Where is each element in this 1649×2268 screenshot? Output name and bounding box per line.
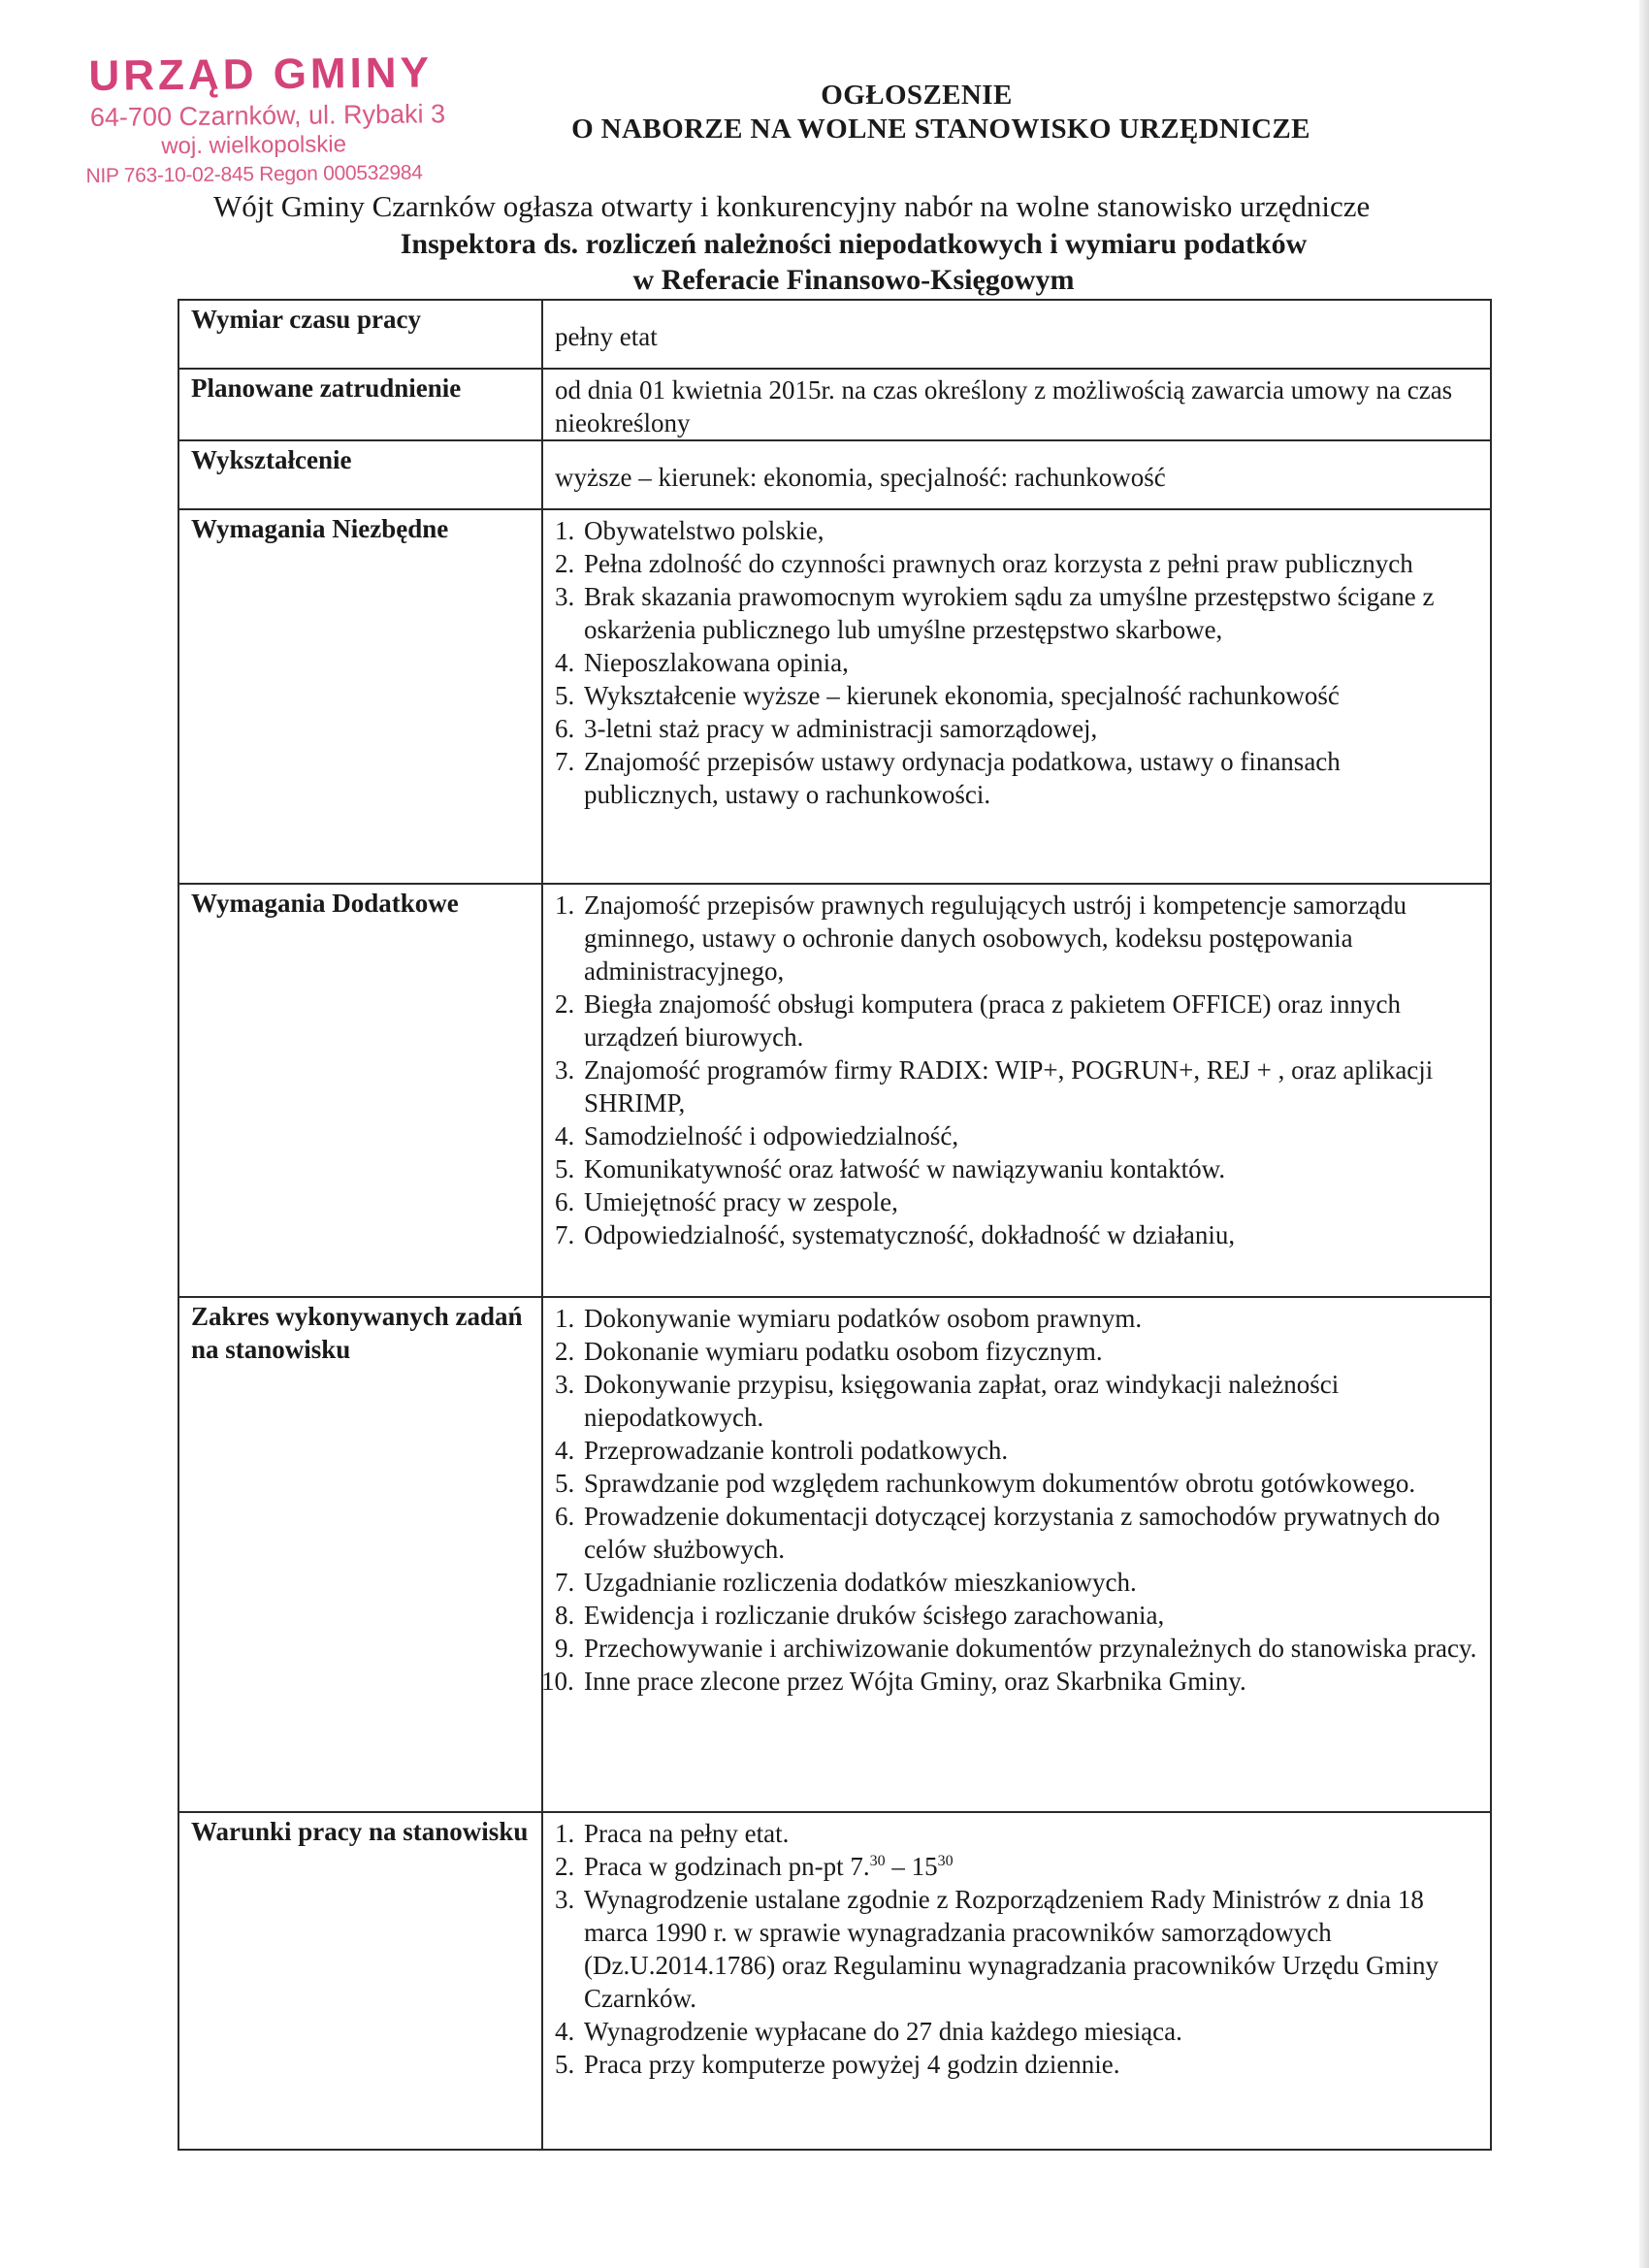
intro-text: Wójt Gminy Czarnków ogłasza otwarty i konkurencyjny nabór na wolne stanowisko urzędnicze (213, 189, 1371, 223)
list-item-number: 6. (555, 714, 575, 743)
page-subtitle: O NABORZE NA WOLNE STANOWISKO URZĘDNICZE (571, 113, 1310, 145)
list-item (555, 1632, 1480, 1665)
hours-end-minutes: 30 (937, 1853, 954, 1869)
list-item-text: Prowadzenie dokumentacji dotyczącej korzystania z samochodów prywatnych do celów służbowych. (584, 1502, 1440, 1564)
hours-end: – 15 (885, 1852, 938, 1881)
row-label-wymiar: Wymiar czasu pracy (178, 300, 542, 369)
list-item (555, 745, 1480, 811)
list-item-text: Nieposzlakowana opinia, (584, 648, 849, 677)
list-item-text: Pełna zdolność do czynności prawnych oraz korzysta z pełni praw publicznych (584, 549, 1413, 578)
list-item-number: 5. (555, 681, 575, 710)
zakres-list (541, 1302, 1480, 1698)
table-row (178, 1297, 1491, 1812)
list-item-number: 1. (555, 1819, 575, 1848)
list-item-number: 7. (555, 1568, 575, 1597)
list-item-number: 2. (555, 989, 575, 1019)
list-item-text: Wynagrodzenie wypłacane do 27 dnia każdego miesiąca. (584, 2017, 1182, 2046)
list-item-text: Odpowiedzialność, systematyczność, dokładność w działaniu, (584, 1220, 1236, 1249)
list-item-text: Ewidencja i rozliczanie druków ścisłego zarachowania, (584, 1601, 1165, 1630)
position-title: Inspektora ds. rozliczeń należności niepodatkowych i wymiaru podatków (400, 228, 1308, 260)
list-item (555, 646, 1480, 679)
stamp-region: woj. wielkopolskie (161, 131, 347, 160)
department-title: w Referacie Finansowo-Księgowym (632, 264, 1075, 296)
row-value-zatrudnienie: od dnia 01 kwietnia 2015r. na czas określony z możliwością zawarcia umowy na czas nieokreślony (542, 369, 1491, 440)
list-item-number: 5. (555, 1469, 575, 1498)
table-row (178, 1812, 1491, 2150)
list-item (555, 1467, 1480, 1500)
list-item-text: Samodzielność i odpowiedzialność, (584, 1121, 959, 1150)
hours-start-minutes: 30 (869, 1853, 886, 1869)
list-item (555, 1119, 1480, 1152)
list-item (555, 679, 1480, 712)
list-item-text: Uzgadnianie rozliczenia dodatków mieszkaniowych. (584, 1568, 1137, 1597)
row-label-warunki: Warunki pracy na stanowisku (178, 1812, 542, 2150)
stamp-ids: NIP 763-10-02-845 Regon 000532984 (85, 161, 423, 188)
list-item-number: 4. (555, 1121, 575, 1150)
list-item-text: Inne prace zlecone przez Wójta Gminy, oraz Skarbnika Gminy. (584, 1667, 1246, 1696)
list-item-number: 4. (555, 1436, 575, 1465)
list-item-number: 3. (555, 1055, 575, 1085)
list-item-text: 3-letni staż pracy w administracji samorządowej, (584, 714, 1098, 743)
dodatkowe-list (555, 889, 1480, 1251)
niezbedne-list (555, 514, 1480, 811)
row-value-warunki (542, 1812, 1491, 2150)
list-item-number: 3. (555, 582, 575, 611)
stamp-address: 64-700 Czarnków, ul. Rybaki 3 (89, 99, 446, 133)
list-item (555, 1302, 1480, 1335)
list-item (555, 514, 1480, 547)
list-item-number: 2. (555, 1337, 575, 1366)
list-item-text: Przeprowadzanie kontroli podatkowych. (584, 1436, 1009, 1465)
list-item-number: 1. (555, 891, 575, 920)
list-item-text: Znajomość przepisów ustawy ordynacja podatkowa, ustawy o finansach publicznych, ustawy o rachunkowości. (584, 747, 1341, 809)
list-item (555, 1434, 1480, 1467)
list-item-text: Sprawdzanie pod względem rachunkowym dokumentów obrotu gotówkowego. (584, 1469, 1416, 1498)
list-item (555, 1599, 1480, 1632)
list-item-number: 5. (555, 1154, 575, 1183)
row-value-dodatkowe (542, 884, 1491, 1297)
list-item-number: 9. (555, 1634, 575, 1663)
list-item (555, 580, 1480, 646)
list-item-text: Dokonanie wymiaru podatku osobom fizycznym. (584, 1337, 1103, 1366)
list-item-number: 1. (555, 516, 575, 545)
list-item-number: 6. (555, 1502, 575, 1531)
list-item (555, 712, 1480, 745)
warunki-list (555, 1817, 1480, 2081)
row-value-wymiar: pełny etat (542, 300, 1491, 369)
list-item (555, 1850, 1480, 1883)
table-row (178, 300, 1491, 369)
row-value-niezbedne (542, 509, 1491, 884)
list-item-number: 4. (555, 648, 575, 677)
list-item-number: 10. (541, 1667, 574, 1696)
list-item-number: 4. (555, 2017, 575, 2046)
list-item-text: Praca przy komputerze powyżej 4 godzin dziennie. (584, 2050, 1120, 2079)
list-item-text: Dokonywanie wymiaru podatków osobom prawnym. (584, 1304, 1143, 1333)
list-item-text: Umiejętność pracy w zespole, (584, 1187, 898, 1216)
list-item (555, 1368, 1480, 1434)
list-item-text: Brak skazania prawomocnym wyrokiem sądu za umyślne przestępstwo ścigane z oskarżenia publicznego lub umyślne przestępstwo skarbowe, (584, 582, 1435, 644)
list-item (555, 2015, 1480, 2048)
list-item (555, 1335, 1480, 1368)
list-item-text: Wynagrodzenie ustalane zgodnie z Rozporządzeniem Rady Ministrów z dnia 18 marca 1990 r. w sprawie wynagradzania pracowników samorządowych (Dz.U.2014.1786) oraz Regulaminu wynagradzania pracowników Urzędu Gminy Czarnków. (584, 1885, 1439, 2013)
list-item-number: 3. (555, 1885, 575, 1914)
list-item (555, 1185, 1480, 1218)
table-row (178, 509, 1491, 884)
row-value-wyksztalcenie: wyższe – kierunek: ekonomia, specjalność: rachunkowość (542, 440, 1491, 509)
table-row (178, 369, 1491, 440)
table-row (178, 440, 1491, 509)
list-item-text: Praca na pełny etat. (584, 1819, 790, 1848)
list-item-text: Znajomość programów firmy RADIX: WIP+, POGRUN+, REJ + , oraz aplikacji SHRIMP, (584, 1055, 1434, 1118)
row-label-dodatkowe: Wymagania Dodatkowe (178, 884, 542, 1297)
list-item (541, 1665, 1480, 1698)
list-item (555, 889, 1480, 988)
list-item-text: Znajomość przepisów prawnych regulujących ustrój i kompetencje samorządu gminnego, ustawy o ochronie danych osobowych, kodeksu postępowania administracyjnego, (584, 891, 1406, 986)
list-item-text: Przechowywanie i archiwizowanie dokumentów przynależnych do stanowiska pracy. (584, 1634, 1477, 1663)
list-item-number: 3. (555, 1370, 575, 1399)
list-item (555, 1883, 1480, 2015)
row-label-zakres: Zakres wykonywanych zadań na stanowisku (178, 1297, 542, 1812)
list-item-text: Wykształcenie wyższe – kierunek ekonomia, specjalność rachunkowość (584, 681, 1340, 710)
list-item (555, 1053, 1480, 1119)
list-item (555, 988, 1480, 1053)
scan-edge (1639, 0, 1649, 2268)
requirements-table (178, 299, 1492, 2151)
table-row (178, 884, 1491, 1297)
row-label-zatrudnienie: Planowane zatrudnienie (178, 369, 542, 440)
list-item-number: 8. (555, 1601, 575, 1630)
list-item (555, 1566, 1480, 1599)
list-item-number: 5. (555, 2050, 575, 2079)
list-item (555, 1817, 1480, 1850)
list-item (555, 1152, 1480, 1185)
list-item-number: 7. (555, 1220, 575, 1249)
list-item-number: 1. (555, 1304, 575, 1333)
list-item (555, 1218, 1480, 1251)
list-item (555, 1500, 1480, 1566)
list-item-text: Praca w godzinach pn-pt 7. (584, 1852, 870, 1881)
list-item-text: Komunikatywność oraz łatwość w nawiązywaniu kontaktów. (584, 1154, 1226, 1183)
page-title: OGŁOSZENIE (821, 80, 1013, 111)
list-item-text: Biegła znajomość obsługi komputera (praca z pakietem OFFICE) oraz innych urządzeń biurowych. (584, 989, 1401, 1052)
row-label-niezbedne: Wymagania Niezbędne (178, 509, 542, 884)
list-item-number: 2. (555, 549, 575, 578)
list-item-number: 7. (555, 747, 575, 776)
list-item-number: 6. (555, 1187, 575, 1216)
stamp-title: URZĄD GMINY (88, 49, 434, 101)
row-value-zakres (542, 1297, 1491, 1812)
list-item (555, 547, 1480, 580)
list-item (555, 2048, 1480, 2081)
list-item-text: Obywatelstwo polskie, (584, 516, 824, 545)
list-item-text: Dokonywanie przypisu, księgowania zapłat, oraz windykacji należności niepodatkowych. (584, 1370, 1340, 1432)
list-item-number: 2. (555, 1852, 575, 1881)
row-label-wyksztalcenie: Wykształcenie (178, 440, 542, 509)
